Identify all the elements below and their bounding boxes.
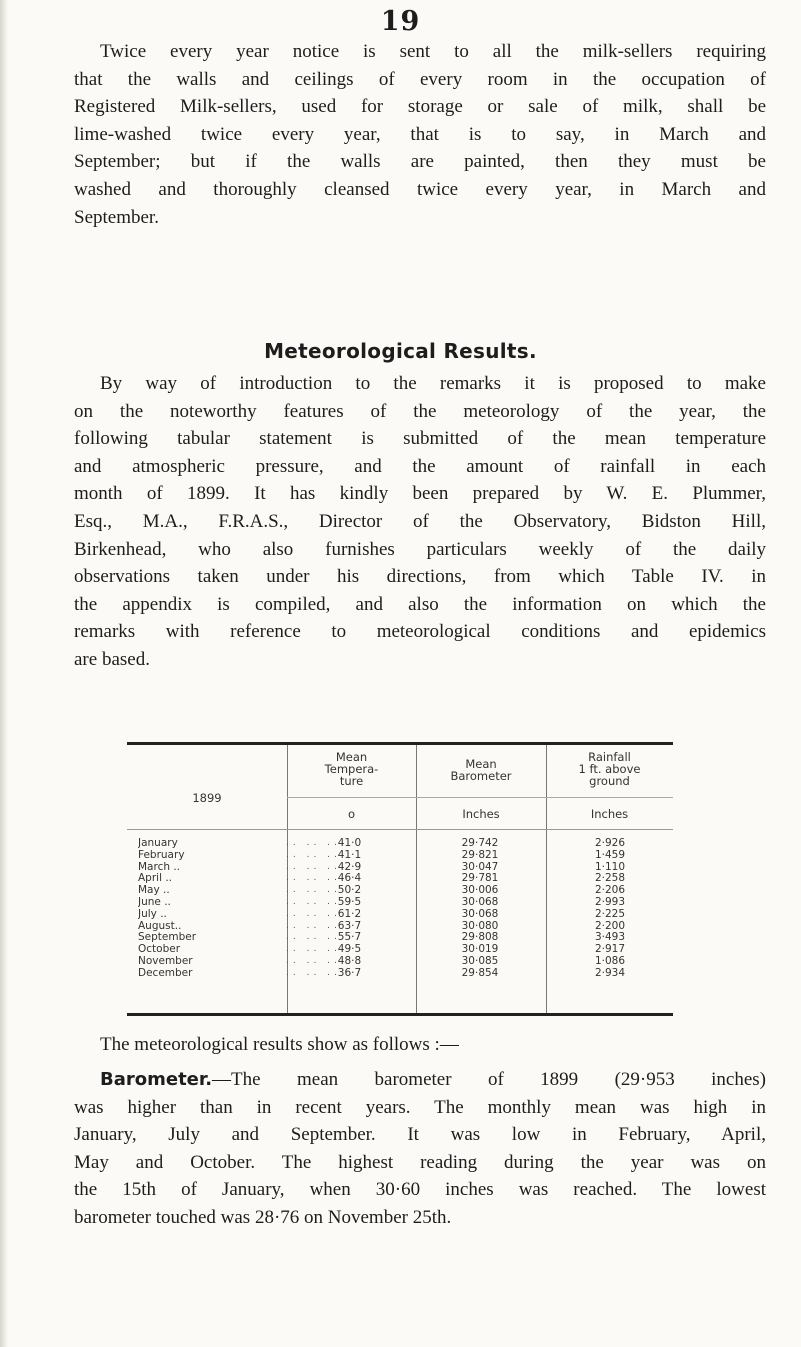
temperature-cell: 49·5 (337, 943, 362, 956)
dot-leader: .. .. .. (286, 849, 341, 860)
header-line: Mean (465, 757, 497, 771)
dot-leader: .. .. .. (286, 920, 341, 931)
temperature-unit: o (347, 807, 356, 821)
barometer-cell: 29·854 (461, 966, 499, 979)
text-line: lime-washed twice every year, that is to say, in March and (74, 123, 766, 145)
month-cell: July .. (138, 908, 167, 920)
dot-leader: .. .. .. (286, 944, 341, 955)
dot-leader: .. .. .. (286, 885, 341, 896)
text-line: are based. (74, 648, 150, 670)
dot-leader: .. .. .. (286, 873, 341, 884)
header-line: Rainfall (588, 750, 631, 764)
text-line: that the walls and ceilings of every room in the occupation of (74, 68, 766, 90)
month-cell: December (138, 967, 193, 979)
text-line: May and October. The highest reading during the year was on (74, 1151, 766, 1173)
dot-leader: .. .. .. (286, 838, 341, 848)
table-row (127, 921, 673, 933)
barometer-header (416, 758, 546, 782)
month-cell: June .. (138, 896, 171, 908)
text-line (74, 1066, 766, 1094)
rainfall-cell: 2·993 (594, 895, 626, 908)
temperature-cell: 50·2 (337, 884, 362, 897)
rainfall-cell: 2·258 (594, 872, 626, 885)
text-line: the appendix is compiled, and also the information on which the (74, 593, 766, 615)
header-line: ture (339, 774, 364, 788)
dot-leader: .. .. .. (286, 955, 341, 966)
text-line: By way of introduction to the remarks it is proposed to make (100, 373, 766, 394)
year-header: 1899 (192, 791, 222, 805)
month-cell: May .. (138, 885, 170, 897)
text-line: Twice every year notice is sent to all the milk-sellers requiring (100, 41, 766, 62)
text-line: and atmospheric pressure, and the amount of rainfall in each (74, 455, 766, 477)
table-row (127, 862, 673, 874)
rainfall-cell: 3·493 (594, 931, 626, 944)
month-cell: October (138, 944, 181, 956)
month-cell: April .. (138, 873, 173, 885)
header-rule (127, 829, 673, 830)
meteorological-table (127, 742, 673, 1016)
temperature-cell: 63·7 (337, 919, 362, 932)
text-line: remarks with reference to meteorological conditions and epidemics (74, 621, 766, 643)
text-line: following tabular statement is submitted of the mean temperature (74, 428, 766, 450)
rainfall-cell: 2·225 (594, 907, 626, 920)
rainfall-cell: 2·934 (594, 966, 626, 979)
header-line: Mean (335, 750, 368, 764)
text-line: Registered Milk-sellers, used for storage or sale of milk, shall be (74, 96, 766, 118)
barometer-cell: 30·085 (461, 954, 499, 967)
text-line: washed and thoroughly cleansed twice every year, in March and (74, 178, 766, 200)
table-row (127, 909, 673, 921)
barometer-cell: 29·742 (461, 837, 499, 849)
paragraph-results-intro (74, 1031, 766, 1059)
text-line: The meteorological results show as follows :— (100, 1034, 459, 1055)
table-body (127, 838, 673, 980)
month-cell: March .. (138, 861, 181, 873)
paragraph-milk-sellers (74, 38, 766, 231)
temperature-cell: 46·4 (337, 872, 362, 885)
barometer-cell: 30·019 (461, 943, 499, 956)
month-cell: November (138, 955, 193, 967)
page-number: 19 (380, 6, 421, 37)
temperature-cell: 59·5 (337, 895, 362, 908)
dot-leader: .. .. .. (286, 932, 341, 943)
run-in-heading: Barometer. (100, 1069, 213, 1090)
barometer-cell: 30·047 (461, 860, 499, 873)
barometer-cell: 29·821 (461, 848, 499, 861)
rainfall-cell: 2·926 (594, 837, 626, 849)
text-line: month of 1899. It has kindly been prepared by W. E. Plummer, (74, 483, 766, 505)
dot-leader: .. .. .. (286, 967, 341, 978)
month-cell: January (138, 838, 178, 849)
temperature-cell: 41·0 (337, 837, 362, 849)
header-rule (287, 797, 673, 798)
month-cell: August.. (138, 920, 182, 932)
page-edge-shadow (0, 0, 8, 1347)
temperature-cell: 55·7 (337, 931, 362, 944)
temperature-cell: 61·2 (337, 907, 362, 920)
barometer-cell: 30·068 (461, 895, 499, 908)
temperature-cell: 42·9 (337, 860, 362, 873)
rainfall-cell: 1·086 (594, 954, 626, 967)
header-line: ground (589, 774, 630, 788)
barometer-unit: Inches (462, 807, 500, 821)
text-line: September. (74, 206, 159, 228)
text-line: the 15th of January, when 30·60 inches was reached. The lowest (74, 1179, 766, 1201)
text-line: barometer touched was 28·76 on November 25th. (74, 1206, 452, 1228)
table-row (127, 838, 673, 850)
text-line: was higher than in recent years. The monthly mean was high in (74, 1096, 766, 1118)
temperature-cell: 36·7 (337, 966, 362, 979)
rainfall-cell: 2·917 (594, 943, 626, 956)
dot-leader: .. .. .. (286, 896, 341, 907)
table-row (127, 968, 673, 980)
text-line: on the noteworthy features of the meteorology of the year, the (74, 400, 766, 422)
barometer-cell: 29·781 (461, 872, 499, 885)
month-cell: February (138, 849, 185, 861)
temperature-header (287, 751, 416, 787)
section-heading: Meteorological Results. (264, 339, 537, 363)
paragraph-barometer (74, 1066, 766, 1232)
text-line: September; but if the walls are painted, then they must be (74, 151, 766, 173)
header-line: Barometer (450, 769, 512, 783)
text-line: observations taken under his directions, from which Table IV. in (74, 566, 766, 588)
table-row (127, 850, 673, 862)
table-row (127, 932, 673, 944)
paragraph-introduction (74, 370, 766, 674)
text-line: Birkenhead, who also furnishes particulars weekly of the daily (74, 538, 766, 560)
barometer-cell: 30·068 (461, 907, 499, 920)
rainfall-cell: 2·200 (594, 919, 626, 932)
rainfall-cell: 2·206 (594, 884, 626, 897)
header-line: Tempera- (324, 762, 379, 776)
temperature-cell: 41·1 (337, 848, 362, 861)
barometer-cell: 30·006 (461, 884, 499, 897)
dot-leader: .. .. .. (286, 861, 341, 872)
table-row (127, 897, 673, 909)
dot-leader: .. .. .. (286, 908, 341, 919)
rainfall-header (546, 751, 673, 787)
text-line: January, July and September. It was low in February, April, (74, 1124, 766, 1146)
table-row (127, 885, 673, 897)
header-line: 1 ft. above (578, 762, 641, 776)
table-row (127, 873, 673, 885)
table-row (127, 956, 673, 968)
text-line: Esq., M.A., F.R.A.S., Director of the Observatory, Bidston Hill, (74, 510, 766, 532)
month-cell: September (138, 932, 197, 944)
rainfall-unit: Inches (590, 807, 629, 821)
table-row (127, 944, 673, 956)
barometer-cell: 30·080 (461, 919, 499, 932)
text-fragment: —The mean barometer of 1899 (29·953 inches) (212, 1069, 766, 1090)
temperature-cell: 48·8 (337, 954, 362, 967)
rainfall-cell: 1·459 (594, 848, 626, 861)
rainfall-cell: 1·110 (594, 860, 626, 873)
barometer-cell: 29·808 (461, 931, 499, 944)
